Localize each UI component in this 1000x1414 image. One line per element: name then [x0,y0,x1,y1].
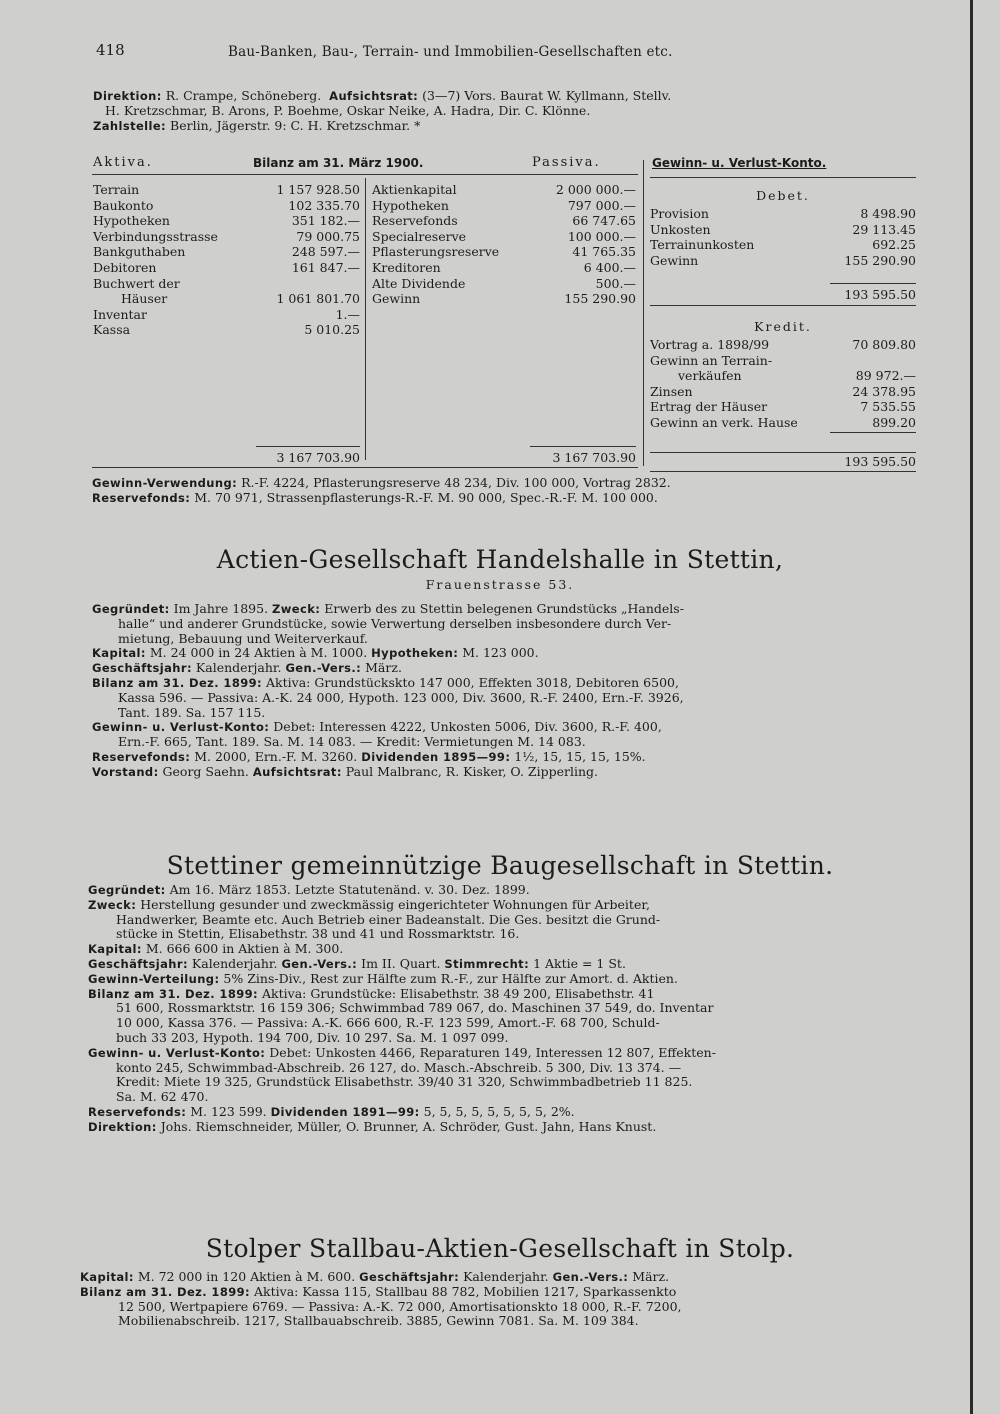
passiva-item: Hypotheken [372,197,449,213]
field-text: Debet: Interessen 4222, Unkosten 5006, Div. 3600, R.-F. 400, [269,719,662,735]
debet-value: 29 113.45 [852,221,916,237]
stolp-title: Stolper Stallbau-Aktien-Gesellschaft in Stolp. [205,1234,795,1263]
field-text: M. 24 000 in 24 Aktien à M. 1000. [145,645,372,661]
baugesellschaft-body [88,883,716,1135]
field-text: Handwerker, Beamte etc. Auch Betrieb einer Badeanstalt. Die Ges. besitzt die Grund- [116,911,661,927]
field-text: 10 000, Kassa 376. — Passiva: A.-K. 666 600, R.-F. 123 599, Amort.-F. 68 700, Schuld- [116,1015,660,1031]
guv-title: Gewinn- u. Verlust-Konto. [652,156,827,170]
passiva-value: 100 000.— [567,228,636,244]
balance-center-rule [365,178,366,460]
field-text: M. 123 599. [186,1103,271,1119]
reservefonds-text: M. 70 971, Strassenpflasterungs-R.-F. M. 90 000, Spec.-R.-F. M. 100 000. [194,489,658,505]
passiva-item: Reservefonds [372,213,458,229]
passiva-value: 2 000 000.— [555,182,636,197]
field-text: konto 245, Schwimmbad-Abschreib. 26 127, do. Masch.-Abschreib. 5 300, Div. 13 374. — [116,1059,682,1075]
passiva-total: 3 167 703.90 [552,450,636,465]
aktiva-value: 5 010.25 [304,322,360,338]
debet-label: Debet. [756,188,810,203]
debet-value: 692.25 [872,237,916,253]
kredit-item: Gewinn an verk. Hause [650,414,798,430]
field-text: Aktiva: Grundstückskto 147 000, Effekten 3018, Debitoren 6500, [262,674,679,690]
field-text: Kalenderjahr. [459,1269,553,1284]
field-label: Bilanz am 31. Dez. 1899: [88,986,259,1001]
debet-item: Provision [650,206,709,221]
field-text: Ern.-F. 665, Tant. 189. Sa. M. 14 083. — Kredit: Vermietungen M. 14 083. [118,734,586,750]
field-text: M. 123 000. [458,645,539,661]
field-text: halle“ und anderer Grundstücke, sowie Verwertung derselben insbesondere durch Ver- [118,615,672,631]
aktiva-item: Baukonto [93,197,154,213]
field-label: Geschäftsjahr: [88,956,188,971]
field-text: Im Jahre 1895. [169,601,273,616]
kredit-label: Kredit. [754,319,812,334]
debet-item: Unkosten [650,221,711,237]
kredit-item: verkäufen [678,368,742,384]
field-label: Kapital: [92,646,146,661]
field-text: buch 33 203, Hypoth. 194 700, Div. 10 297. Sa. M. 1 097 099. [116,1029,509,1045]
field-text: Aktiva: Kassa 115, Stallbau 88 782, Mobilien 1217, Sparkassenkto [250,1283,677,1299]
field-text: mietung, Bebauung und Weiterverkauf. [118,630,368,646]
field-text: Kalenderjahr. [187,955,282,971]
field-text: Debet: Unkosten 4466, Reparaturen 149, Interessen 12 807, Effekten- [265,1044,716,1060]
kredit-values [800,337,916,431]
aktiva-item: Hypotheken [93,213,170,229]
aktiva-value: 248 597.— [291,244,360,260]
field-text: Aktiva: Grundstücke: Elisabethstr. 38 49 200, Elisabethstr. 41 [258,985,655,1001]
field-text: 5% Zins-Div., Rest zur Hälfte zum R.-F., zur Hälfte zur Amort. d. Aktien. [219,970,678,986]
stolp-body [80,1270,682,1329]
debet-item: Gewinn [650,252,699,268]
field-label: Reservefonds: [88,1104,187,1119]
field-label: Gegründet: [88,883,166,897]
aktiva-item: Inventar [93,306,147,322]
baugesellschaft-title: Stettiner gemeinnützige Baugesellschaft in Stettin. [166,851,834,880]
aufsichtsrat-label: Aufsichtsrat: [329,89,419,103]
debet-values [800,206,916,268]
field-label: Zweck: [88,897,137,912]
reservefonds-label: Reservefonds: [92,490,191,505]
field-text: 12 500, Wertpapiere 6769. — Passiva: A.-K. 72 000, Amortisationskto 18 000, R.-F. 7200, [118,1298,682,1314]
handelshalle-title: Actien-Gesellschaft Handelshalle in Stettin, [216,545,784,574]
field-text: Erwerb des zu Stettin belegenen Grundstücks „Handels- [320,601,684,616]
handelshalle-body [92,602,684,780]
aktiva-item: Buchwert der [93,275,180,291]
field-text: stücke in Stettin, Elisabethstr. 38 und 41 und Rossmarktstr. 16. [116,926,520,942]
debet-value: 155 290.90 [844,252,916,268]
passiva-item: Kreditoren [372,259,441,275]
debet-value: 8 498.90 [860,206,916,221]
kredit-value: 899.20 [872,414,916,430]
zahlstelle-text: Berlin, Jägerstr. 9: C. H. Kretzschmar. * [170,117,421,133]
field-text: März. [628,1269,670,1284]
field-label: Vorstand: [92,764,159,779]
aktiva-item: Verbindungsstrasse [93,228,218,244]
kredit-item: Ertrag der Häuser [650,399,768,415]
field-text: Kredit: Miete 19 325, Grundstück Elisabethstr. 39/40 31 320, Schwimmbadbetrieb 11 825. [116,1074,693,1090]
field-text: 51 600, Rossmarktstr. 16 159 306; Schwimmbad 789 067, do. Maschinen 37 549, do. Inventar [116,1000,714,1016]
kredit-value: 7 535.55 [860,399,916,415]
aktiva-item: Kassa [93,322,131,338]
aktiva-value: 161 847.— [291,259,360,275]
passiva-value: 500.— [595,275,636,291]
balance-bottom-rule [92,467,638,468]
debet-bottom-rule [650,305,916,306]
field-label: Reservefonds: [92,749,191,764]
passiva-item: Aktienkapital [372,182,457,197]
passiva-item: Alte Dividende [372,275,466,291]
passiva-item: Pflasterungsreserve [372,244,500,260]
field-label: Gewinn- u. Verlust-Konto: [92,720,270,735]
page-edge-line [970,0,973,1414]
field-text: Am 16. März 1853. Letzte Statutenänd. v. 30. Dez. 1899. [165,882,530,897]
aktiva-values [236,182,360,338]
field-text: Paul Malbranc, R. Kisker, O. Zipperling. [341,763,598,779]
field-label: Dividenden 1891—99: [270,1104,420,1119]
field-label: Gegründet: [92,602,170,616]
guv-separator-rule [643,160,644,466]
field-label: Gen.-Vers.: [281,956,358,971]
passiva-label: Passiva. [532,155,601,170]
field-text: M. 2000, Ern.-F. M. 3260. [190,748,362,764]
aktiva-item: Debitoren [93,259,157,275]
kredit-total-rule [830,432,916,433]
debet-total: 193 595.50 [844,287,916,302]
aufsichtsrat-cont: H. Kretzschmar, B. Arons, P. Boehme, Oskar Neike, A. Hadra, Dir. C. Klönne. [105,102,591,118]
field-label: Aufsichtsrat: [252,764,342,779]
zahlstelle-label: Zahlstelle: [93,118,167,133]
field-label: Geschäftsjahr: [92,661,192,676]
field-label: Bilanz am 31. Dez. 1899: [80,1284,251,1299]
passiva-total-rule [530,446,636,447]
field-text: Herstellung gesunder und zweckmässig eingerichteter Wohnungen für Arbeiter, [136,896,650,912]
debet-total-rule [830,283,916,284]
balance-top-rule [92,174,638,175]
direktion-text: R. Crampe, Schöneberg. [165,88,322,103]
aktiva-item: Häuser [121,291,168,307]
guv-bottom-rule [650,471,916,472]
kredit-value: 89 972.— [855,368,916,384]
running-title: Bau-Banken, Bau-, Terrain- und Immobilien-Gesellschaften etc. [228,44,673,60]
field-text: 1½, 15, 15, 15, 15%. [510,748,646,764]
field-text: Kassa 596. — Passiva: A.-K. 24 000, Hypoth. 123 000, Div. 3600, R.-F. 2400, Ern.-F. 3926, [118,689,684,705]
aktiva-label: Aktiva. [93,155,153,170]
field-label: Kapital: [80,1270,134,1284]
field-label: Geschäftsjahr: [359,1270,460,1284]
passiva-items [372,182,542,307]
field-text: 5, 5, 5, 5, 5, 5, 5, 5, 2%. [419,1103,575,1119]
field-label: Zweck: [272,602,321,616]
kredit-value: 24 378.95 [852,383,916,399]
aktiva-value: 1 157 928.50 [276,182,360,197]
verwendung-text: R.-F. 4224, Pflasterungsreserve 48 234, Div. 100 000, Vortrag 2832. [241,475,671,490]
field-text: Georg Saehn. [158,763,253,779]
aktiva-value: 1.— [335,306,360,322]
aktiva-items [93,182,233,338]
field-label: Gen.-Vers.: [552,1270,629,1284]
passiva-value: 66 747.65 [572,213,636,229]
debet-items [650,206,820,268]
aktiva-total-rule [256,446,360,447]
passiva-item: Gewinn [372,291,421,307]
field-label: Dividenden 1895—99: [361,749,511,764]
first-company-footer [92,476,671,506]
field-text: Sa. M. 62 470. [116,1089,209,1105]
field-text: Tant. 189. Sa. 157 115. [118,704,266,720]
field-label: Bilanz am 31. Dez. 1899: [92,675,263,690]
aufsichtsrat-text: (3—7) Vors. Baurat W. Kyllmann, Stellv. [422,88,672,103]
aktiva-value: 79 000.75 [296,228,360,244]
page-number: 418 [96,41,125,59]
passiva-value: 41 765.35 [572,244,636,260]
field-text: Kalenderjahr. [191,660,286,676]
field-label: Kapital: [88,942,142,957]
bilanz-title: Bilanz am 31. März 1900. [253,156,424,170]
kredit-value [800,353,916,369]
aktiva-item: Bankguthaben [93,244,186,260]
passiva-value: 155 290.90 [564,291,636,307]
aktiva-total: 3 167 703.90 [276,450,360,465]
aktiva-value: 102 335.70 [288,197,360,213]
field-text: März. [361,660,402,676]
field-label: Gewinn- u. Verlust-Konto: [88,1045,266,1060]
passiva-value: 6 400.— [583,259,636,275]
field-text: Mobilienabschreib. 1217, Stallbauabschreib. 3885, Gewinn 7081. Sa. M. 109 384. [118,1313,639,1329]
guv-top-rule [650,177,916,178]
passiva-values [520,182,636,307]
aktiva-value: 351 182.— [291,213,360,229]
kredit-mid-rule [650,452,916,453]
field-label: Gen.-Vers.: [285,661,362,676]
field-label: Gewinn-Verteilung: [88,971,220,986]
passiva-value: 797 000.— [567,197,636,213]
field-text: Im II. Quart. [357,955,445,971]
field-text: 1 Aktie = 1 St. [529,955,626,971]
kredit-value: 70 809.80 [852,337,916,352]
aktiva-value: 1 061 801.70 [276,291,360,307]
field-label: Direktion: [88,1119,157,1134]
kredit-item: Vortrag a. 1898/99 [650,337,770,352]
field-text: Johs. Riemschneider, Müller, O. Brunner, A. Schröder, Gust. Jahn, Hans Knust. [156,1118,657,1134]
company-header [93,89,671,133]
debet-item: Terrainunkosten [650,237,755,253]
field-label: Hypotheken: [371,646,459,661]
kredit-item: Zinsen [650,383,693,399]
kredit-total: 193 595.50 [844,454,916,469]
aktiva-item: Terrain [93,182,140,197]
field-text: M. 72 000 in 120 Aktien à M. 600. [133,1269,360,1284]
passiva-item: Specialreserve [372,228,467,244]
aktiva-value [236,276,360,292]
field-text: M. 666 600 in Aktien à M. 300. [141,941,344,957]
handelshalle-address: Frauenstrasse 53. [425,577,575,592]
direktion-label: Direktion: [93,89,162,103]
field-label: Stimmrecht: [444,956,530,971]
kredit-item: Gewinn an Terrain- [650,352,773,368]
verwendung-label: Gewinn-Verwendung: [92,476,238,490]
